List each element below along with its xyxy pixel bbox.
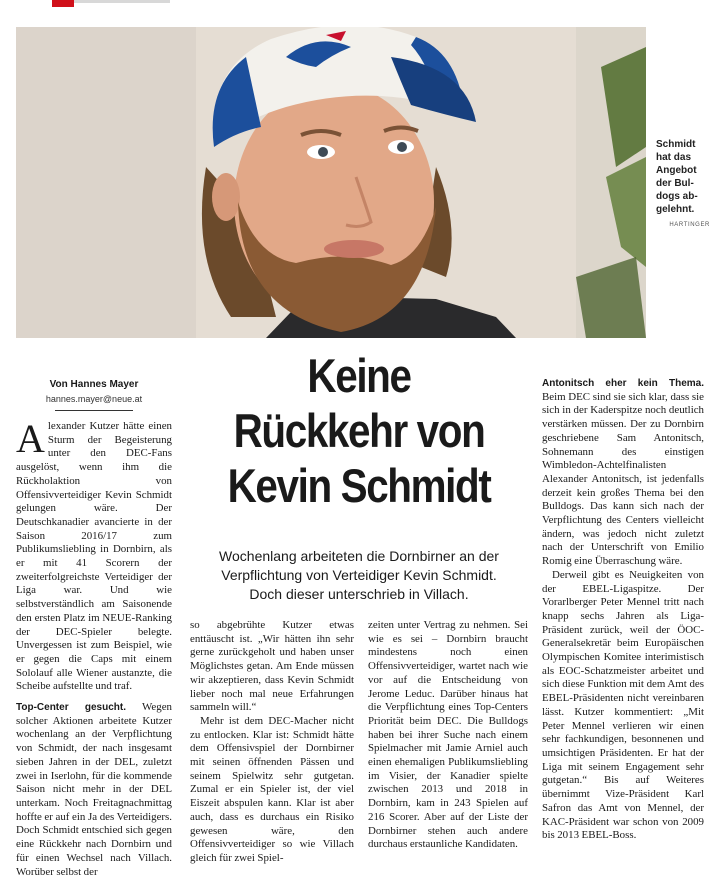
paragraph: lexander Kutzer hätte einen Sturm der Begeisterung unter den DEC-Fans ausgelöst, wenn ihm die Rückholaktion von Offensivverteidiger Kevin Schmidt gelungen wäre. Der Deutschkanadier avancierte in der Saison 2016/17 zum Publikumsliebling in Dornbirn, als er mit 41 Scorern der zweiterfolgreichste Verteidiger der Liga war. Und wie selbstverständlich am Saisonende den ersten Platz im NEUE-Ranking der DEC-Spieler belegte. Unvergessen ist zum Beispiel, wie er gegen die Caps mit einem Sololauf alle Wiener austanzte, die Scheibe aufstellte und traf. xyxy=(16,420,172,693)
caption-line: Schmidt xyxy=(656,139,696,150)
photo-caption xyxy=(656,138,712,216)
paragraph: Wegen solcher Aktionen arbeitete Kutzer wochenlang an der Verpflichtung von Schmidt, der nach insgesamt sieben Jahren in der DEL, zuletzt zwei in Iserlohn, für die kommende Saison nicht mehr in der DEL unterkam. Noch Freitagnachmittag hoffte er auf ein Ja des Verteidigers. Doch Schmidt entschied sich gegen eine Rückkehr nach Dornbirn und für einen Wechsel nach Villach. Worüber selbst der xyxy=(16,701,172,878)
subheading: Top-Center gesucht. xyxy=(16,702,126,714)
caption-line: hat das xyxy=(656,152,692,163)
headline-line: Rückkehr von xyxy=(233,404,485,457)
byline-divider xyxy=(55,410,133,411)
lede-line: Verpflichtung von Verteidiger Kevin Schmidt. xyxy=(221,567,497,583)
headline-line: Keine xyxy=(307,349,411,402)
lede xyxy=(190,547,528,604)
article-column-3 xyxy=(368,619,528,852)
article-column-2 xyxy=(190,619,354,866)
paragraph: Mehr ist dem DEC-Macher nicht zu entlocken. Klar ist: Schmidt hätte dem Offensivspiel der Dornbirner mit seinen öffnenden Pässen und seinem Spielwitz sehr gutgetan. Zumal er ein Spieler ist, der viel Eiszeit abspulen kann. Klar ist aber auch, dass es durchaus ein Risiko gewesen wäre, den Offensivverteidiger so wie Villach gleich für zwei Spiel- xyxy=(190,714,354,864)
author-name: Von Hannes Mayer xyxy=(49,379,139,390)
caption-line: gelehnt. xyxy=(656,204,695,215)
article-column-4 xyxy=(542,377,704,843)
lede-line: Doch dieser unterschrieb in Villach. xyxy=(249,586,469,602)
paragraph: Beim DEC sind sie sich klar, dass sie sich in der Kaderspitze noch deutlich verstärken müssen. Der zu Dornbirn geschriebene Sam Antonitsch, Sohnemann des einstigen Wimbledon-Achtelfinalisten Alexander Antonitsch, ist jedenfalls derzeit kein großes Thema bei den Bulldogs. Das kann sich nach der Verpflichtung des Centers vielleicht ändern, was jedoch nicht zuletzt nach der Unterschrift von Emilio Romig eine Überraschung wäre. xyxy=(542,390,704,568)
paragraph: Derweil gibt es Neuigkeiten von der EBEL-Ligaspitze. Der Vorarlberger Peter Mennel tritt nach knapp sechs Jahren als Liga-Präsident zurück, weil der ÖOC-Generalsekretär beim Europäischen Olympischen Komitee interimistisch als EOC-Schatzmeister arbeitet und sich diese Funktion mit dem Amt des EBEL-Präsidenten nicht vereinbaren lässt. Kutzer kommentiert: „Mit Peter Mennel verlieren wir einen sehr fachkundigen, besonnenen und umsichtigen Präsidenten. Er hat der Liga mit seinem Engagement sehr gutgetan.“ Bis auf Weiteres übernimmt Vize-Präsident Karl Safron das Amt von Mennel, der KAC-Präsident war schon von 2009 bis 2013 EBEL-Boss. xyxy=(542,568,704,842)
caption-line: Angebot xyxy=(656,165,697,176)
paragraph: zeiten unter Vertrag zu nehmen. Sei wie es sei – Dornbirn braucht mindestens noch einen Offensivverteidiger, wartet nach wie vor auf die Entscheidung von Jerome Leduc. Darüber hinaus hat die Verpflichtung eines Top-Centers Priorität beim DEC. Die Bulldogs haben bei ihrer Suche nach einem Spielmacher mit Jamie Arniel auch einen ehemaligen Publikumsliebling im Visier, der Kanadier spielte zwischen 2013 und 2018 in Dornbirn, kam in 243 Spielen auf 216 Scorer. Aber auf der Liste der Dornbirner stehen auch andere durchaus erstaunliche Kandidaten. xyxy=(368,619,528,851)
article-column-1 xyxy=(16,416,172,879)
portrait-illustration xyxy=(16,27,646,338)
author-email[interactable]: hannes.mayer@neue.at xyxy=(45,394,143,404)
subheading: Antonitsch eher kein Thema. xyxy=(542,378,704,389)
article-photo xyxy=(16,27,646,338)
caption-line: dogs ab- xyxy=(656,191,698,202)
section-rule xyxy=(74,0,170,3)
caption-line: der Bul- xyxy=(656,178,694,189)
lede-line: Wochenlang arbeiteten die Dornbirner an der xyxy=(219,548,499,564)
section-marker xyxy=(52,0,74,7)
headline xyxy=(214,348,505,513)
headline-line: Kevin Schmidt xyxy=(227,459,491,512)
drop-cap: A xyxy=(16,416,45,461)
byline xyxy=(16,378,172,406)
photo-credit: HARTINGER xyxy=(669,222,710,228)
paragraph: so abgebrühte Kutzer etwas enttäuscht ist. „Wir hätten ihn sehr gerne zurückgeholt und haben unser Möglichstes getan. Am Ende müssen wir akzeptieren, dass Kevin Schmidt lieber noch mal neue Erfahrungen sammeln will.“ xyxy=(190,619,354,714)
